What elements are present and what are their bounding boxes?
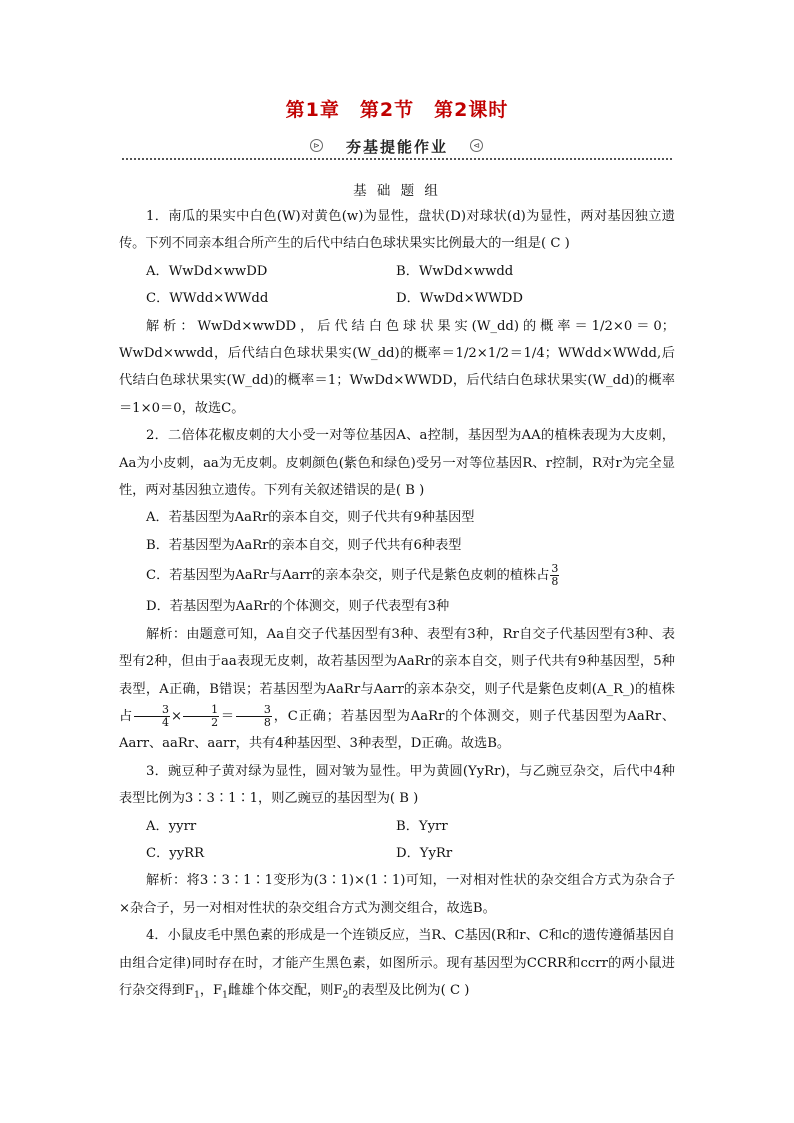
q1-options-row2 — [119, 285, 675, 312]
equals-sign: ＝ — [220, 708, 235, 724]
fraction-denominator: 2 — [211, 715, 219, 729]
q2-analysis-part1: 解析：由题意可知，Aa自交子代基因型有3种、表型有3种，Rr自交子代基因型有3种、表型有2种，但由于aa表现无皮刺，故若基因型为AaRr的亲本自交，则子代共有9种基因型，5种表型，A正确，B错误；若基因型为AaRr与Aarr的亲本杂交，则子代是紫色皮刺(A_R_)的植株占 — [119, 626, 675, 724]
q2-option-b: B．若基因型为AaRr的亲本自交，则子代共有6种表型 — [146, 537, 462, 553]
fraction-numerator: 3 — [134, 704, 170, 717]
q3-options-row1 — [119, 813, 675, 840]
q2-option-c-text: C．若基因型为AaRr与Aarr的亲本杂交，则子代是紫色皮刺的植株占 — [146, 568, 550, 584]
q1-analysis: 解析：WwDd×wwDD，后代结白色球状果实(W_dd)的概率＝1/2×0＝0；WwDd×wwdd，后代结白色球状果实(W_dd)的概率＝1/2×1/2＝1/4；WWdd×WWdd,后代结白色球状果实(W_dd)的概率＝1；WwDd×WWDD，后代结白色球状果实(W_dd)的概率＝1×0＝0，故选C。 — [119, 318, 675, 416]
q2-option-a: A．若基因型为AaRr的亲本自交，则子代共有9种基因型 — [146, 510, 475, 526]
question-list — [119, 203, 675, 1004]
q3-analysis: 解析：将3∶3∶1∶1变形为(3∶1)×(1∶1)可知，一对相对性状的杂交组合方式为杂合子×杂合子，另一对相对性状的杂交组合方式为测交组合，故选B。 — [119, 873, 675, 916]
fraction-denominator: 8 — [263, 715, 271, 729]
times-sign: × — [171, 708, 183, 724]
q4-stem-a: 4．小鼠皮毛中黑色素的形成是一个连锁反应，当R、C基因(R和r、C和c的遗传遵循基因自由组合定律)同时存在时，才能产生黑色素，如图所示。现有基因型为CCRR和ccrr的两小鼠进行杂交得到F — [119, 928, 675, 998]
fraction-denominator: 8 — [551, 575, 559, 589]
q4-subscript-1: 1 — [194, 990, 200, 1001]
q4-stem-d: 的表型及比例为( C ) — [348, 982, 470, 998]
dotted-divider — [122, 158, 672, 160]
q1-option-d: D．WwDd×WWDD — [396, 291, 523, 307]
q2-stem: 2．二倍体花椒皮刺的大小受一对等位基因A、a控制，基因型为AA的植株表现为大皮刺，Aa为小皮刺，aa为无皮刺。皮刺颜色(紫色和绿色)受另一对等位基因R、r控制，R对r为完全显性，两对基因独立遗传。下列有关叙述错误的是( B ) — [119, 428, 675, 499]
q4-subscript-3: 2 — [342, 990, 349, 1001]
arrow-right-icon: ⊳ — [310, 139, 323, 152]
q2-analysis-part2: ，C正确；若基因型为AaRr的个体测交，则子代基因型为AaRr、Aarr、aaRr、aarr，共有4种基因型、3种表型，D正确。故选B。 — [119, 708, 676, 752]
fraction-3-8 — [236, 704, 272, 729]
fraction-3-4 — [134, 704, 170, 729]
q1-option-a: A．WwDd×wwDD — [146, 263, 268, 279]
q2-option-c — [119, 559, 675, 593]
fraction-numerator: 1 — [183, 704, 219, 717]
q4-stem-c: 雌雄个体交配，则F — [227, 982, 343, 998]
fraction-1-2 — [183, 704, 219, 729]
q4-stem — [119, 922, 675, 1004]
q3-option-d: D．YyRr — [396, 845, 453, 861]
q4-stem-b: ，F — [199, 982, 223, 998]
q3-option-c: C．yyRR — [146, 845, 205, 861]
q4-subscript-2: 1 — [222, 990, 228, 1001]
q2-option-d: D．若基因型为AaRr的个体测交，则子代表型有3种 — [146, 599, 450, 615]
fraction-numerator: 3 — [551, 562, 559, 576]
q3-option-b: B．Yyrr — [396, 818, 448, 834]
banner-label: 夯基提能作业 — [345, 138, 448, 156]
q1-option-b: B．WwDd×wwdd — [396, 263, 514, 279]
q3-stem: 3．豌豆种子黄对绿为显性，圆对皱为显性。甲为黄圆(YyRr)，与乙豌豆杂交，后代中4种表型比例为3∶3∶1∶1，则乙豌豆的基因型为( B ) — [119, 763, 675, 807]
q1-stem: 1．南瓜的果实中白色(W)对黄色(w)为显性，盘状(D)对球状(d)为显性，两对基因独立遗传。下列不同亲本组合所产生的后代中结白色球状果实比例最大的一组是( C ) — [119, 209, 675, 252]
q1-option-c: C．WWdd×WWdd — [146, 291, 269, 307]
q2-analysis — [119, 621, 675, 758]
fraction-denominator: 4 — [162, 715, 170, 729]
q3-options-row2 — [119, 840, 675, 867]
q2-option-c-fraction — [550, 563, 559, 588]
section-title: 基 础 题 组 — [353, 183, 441, 199]
arrow-left-icon: ⊲ — [470, 139, 483, 152]
page-title: 第1章 第2节 第2课时 — [285, 99, 509, 121]
q1-options-row1 — [119, 258, 675, 285]
homework-banner — [122, 134, 672, 160]
q3-option-a: A．yyrr — [146, 818, 197, 834]
fraction-numerator: 3 — [236, 704, 272, 717]
